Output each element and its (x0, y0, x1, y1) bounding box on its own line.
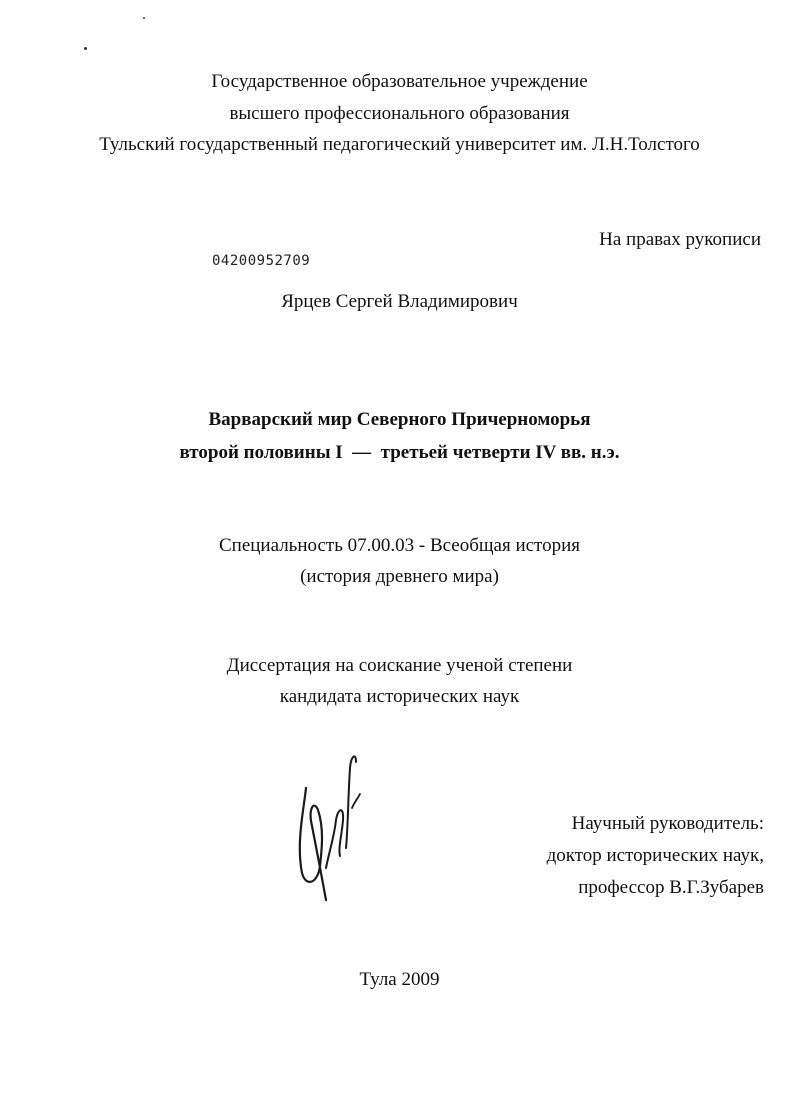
institution-line-3: Тульский государственный педагогический университет им. Л.Н.Толстого (99, 134, 700, 155)
supervisor-name: профессор В.Г.Зубарев (578, 877, 764, 898)
specialty-line-2: (история древнего мира) (300, 566, 499, 587)
supervisor-degree: доктор исторических наук, (546, 845, 764, 866)
dissertation-title-line-2: второй половины I — третьей четверти IV вв. н.э. (179, 442, 620, 463)
registration-number: 04200952709 (212, 253, 311, 269)
author-name: Ярцев Сергей Владимирович (281, 291, 518, 312)
place-and-year: Тула 2009 (359, 969, 440, 990)
handwritten-signature-icon (288, 748, 368, 908)
degree-line-1: Диссертация на соискание ученой степени (226, 655, 573, 676)
specialty-line-1: Специальность 07.00.03 - Всеобщая история (218, 535, 581, 556)
scan-speck (143, 17, 145, 19)
supervisor-label: Научный руководитель: (571, 813, 764, 834)
institution-line-1: Государственное образовательное учреждение (211, 71, 588, 92)
manuscript-note: На правах рукописи (599, 229, 761, 250)
institution-line-2: высшего профессионального образования (229, 103, 570, 124)
scan-speck (84, 47, 87, 50)
dissertation-title-line-1: Варварский мир Северного Причерноморья (208, 409, 591, 430)
degree-line-2: кандидата исторических наук (279, 686, 520, 707)
